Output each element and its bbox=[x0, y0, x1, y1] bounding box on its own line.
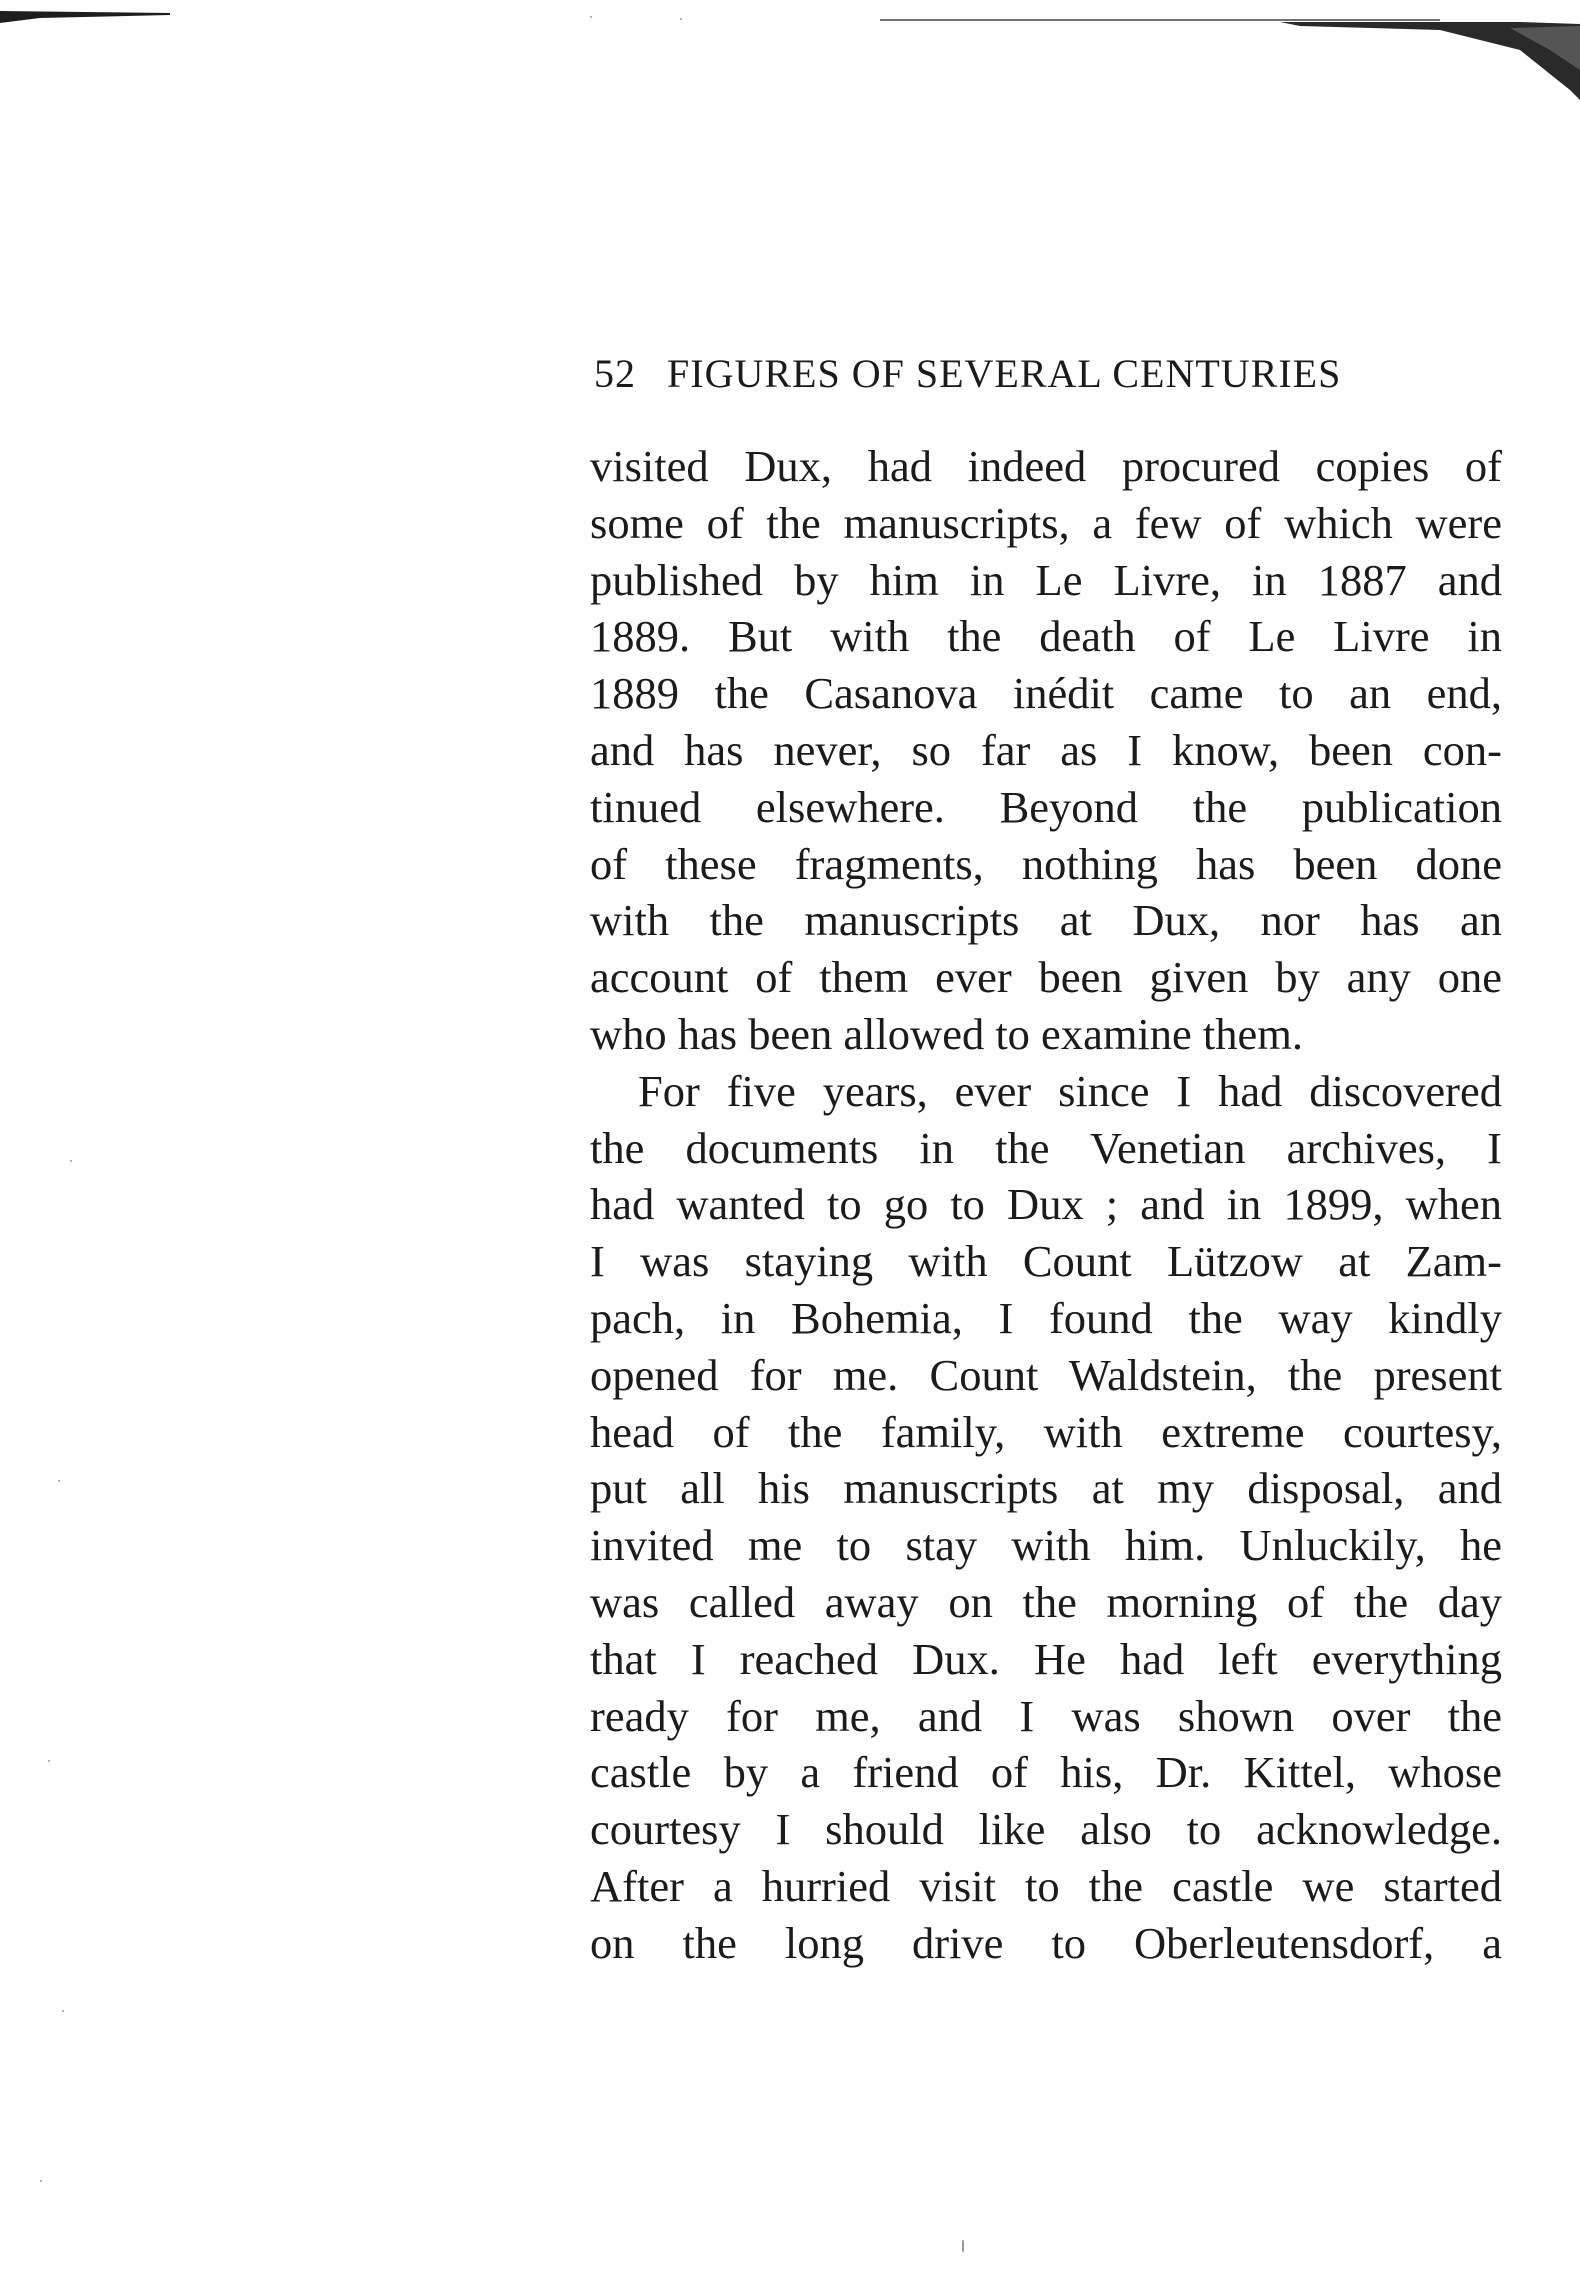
text-line: was called away on the morning of the day bbox=[590, 1576, 1502, 1627]
running-header bbox=[594, 350, 1494, 397]
text-line: who has been allowed to examine them. bbox=[590, 1008, 1304, 1059]
text-line: the documents in the Venetian archives, I bbox=[590, 1122, 1502, 1173]
text-line: invited me to stay with him. Unluckily, he bbox=[590, 1520, 1502, 1571]
text-line: had wanted to go to Dux ; and in 1899, when bbox=[590, 1179, 1502, 1230]
text-line: of these fragments, nothing has been done bbox=[590, 838, 1502, 889]
running-title: FIGURES OF SEVERAL CENTURIES bbox=[667, 351, 1342, 396]
text-line: pach, in Bohemia, I found the way kindly bbox=[590, 1292, 1502, 1343]
text-line: tinued elsewhere. Beyond the publication bbox=[590, 781, 1502, 832]
page-number: 52 bbox=[594, 351, 636, 396]
text-line: on the long drive to Oberleutensdorf, a bbox=[590, 1917, 1502, 1968]
text-line: some of the manuscripts, a few of which were bbox=[590, 497, 1502, 548]
text-line: ready for me, and I was shown over the bbox=[590, 1690, 1502, 1741]
text-line: account of them ever been given by any one bbox=[590, 952, 1502, 1003]
text-line: published by him in Le Livre, in 1887 and bbox=[590, 554, 1502, 605]
text-line: 1889. But with the death of Le Livre in bbox=[590, 611, 1502, 662]
text-line: with the manuscripts at Dux, nor has an bbox=[590, 895, 1502, 946]
text-line: courtesy I should like also to acknowledge. bbox=[590, 1804, 1502, 1855]
text-line: For five years, ever since I had discovered bbox=[638, 1065, 1502, 1116]
text-line: opened for me. Count Waldstein, the present bbox=[590, 1349, 1502, 1400]
text-line: head of the family, with extreme courtesy, bbox=[590, 1406, 1502, 1457]
body-text bbox=[590, 438, 1502, 1972]
scan-edge-mark-left bbox=[0, 10, 170, 24]
scan-edge-mark-right bbox=[880, 10, 1580, 100]
text-line: After a hurried visit to the castle we started bbox=[590, 1860, 1502, 1911]
text-line: that I reached Dux. He had left everything bbox=[590, 1633, 1502, 1684]
text-line: 1889 the Casanova inédit came to an end, bbox=[590, 668, 1502, 719]
text-line: I was staying with Count Lützow at Zam- bbox=[590, 1236, 1502, 1287]
text-line: and has never, so far as I know, been con- bbox=[590, 724, 1502, 775]
text-line: put all his manuscripts at my disposal, and bbox=[590, 1463, 1502, 1514]
text-line: visited Dux, had indeed procured copies of bbox=[590, 441, 1502, 491]
text-line: castle by a friend of his, Dr. Kittel, whose bbox=[590, 1747, 1502, 1798]
